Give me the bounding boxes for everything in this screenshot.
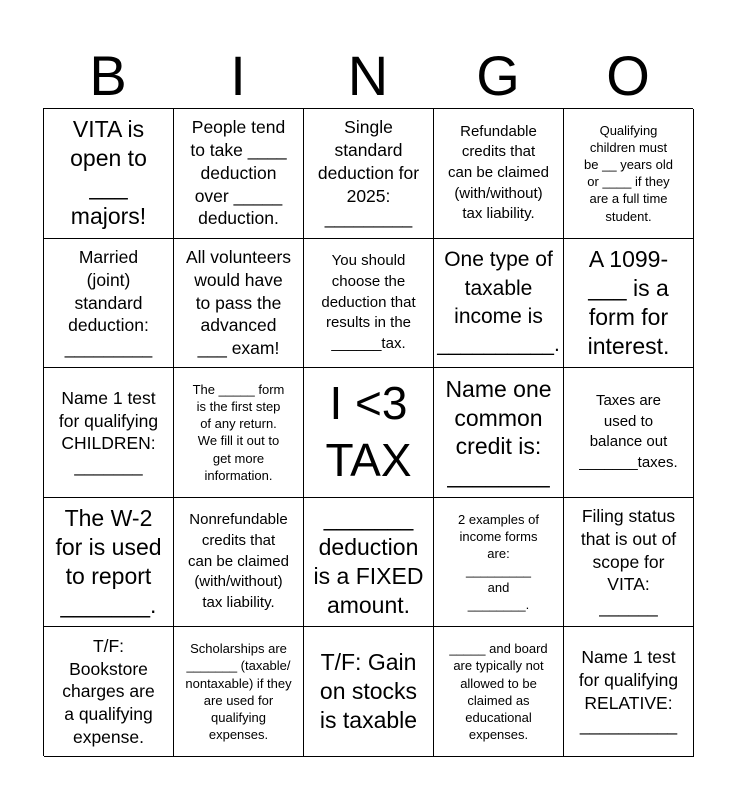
bingo-cell-r3c4[interactable]: Name one common credit is: ________ [434, 368, 564, 498]
bingo-cell-r1c4[interactable]: Refundable credits that can be claimed (with/without) tax liability. [434, 109, 564, 239]
bingo-cell-r5c2[interactable]: Scholarships are _______ (taxable/ nontaxable) if they are used for qualifying expenses. [174, 627, 304, 757]
header-letter-n: N [347, 44, 389, 107]
bingo-cell-r1c2[interactable]: People tend to take ____ deduction over _____ deduction. [174, 109, 304, 239]
bingo-cell-r5c1[interactable]: T/F: Bookstore charges are a qualifying expense. [44, 627, 174, 757]
bingo-cell-r3c5[interactable]: Taxes are used to balance out _______taxes. [564, 368, 694, 498]
bingo-cell-r2c2[interactable]: All volunteers would have to pass the advanced ___ exam! [174, 239, 304, 369]
bingo-cell-r2c4[interactable]: One type of taxable income is __________. [434, 239, 564, 369]
header-letter-g: G [476, 44, 520, 107]
bingo-cell-r2c3[interactable]: You should choose the deduction that results in the ______tax. [304, 239, 434, 369]
bingo-cell-r4c1[interactable]: The W-2 for is used to report _______. [44, 498, 174, 628]
bingo-free-space[interactable]: I <3 TAX [304, 368, 434, 498]
bingo-cell-r1c3[interactable]: Single standard deduction for 2025: _________ [304, 109, 434, 239]
bingo-cell-r4c4[interactable]: 2 examples of income forms are: _________ and ________. [434, 498, 564, 628]
bingo-cell-r2c1[interactable]: Married (joint) standard deduction: _________ [44, 239, 174, 369]
bingo-board [43, 108, 693, 756]
bingo-cell-r4c2[interactable]: Nonrefundable credits that can be claimed (with/without) tax liability. [174, 498, 304, 628]
bingo-cell-r3c1[interactable]: Name 1 test for qualifying CHILDREN: _______ [44, 368, 174, 498]
bingo-cell-r4c3[interactable]: _______ deduction is a FIXED amount. [304, 498, 434, 628]
bingo-cell-r5c3[interactable]: T/F: Gain on stocks is taxable [304, 627, 434, 757]
bingo-cell-r5c4[interactable]: _____ and board are typically not allowed to be claimed as educational expenses. [434, 627, 564, 757]
bingo-cell-r3c2[interactable]: The _____ form is the first step of any return. We fill it out to get more information. [174, 368, 304, 498]
bingo-header [43, 44, 693, 108]
bingo-cell-r1c1[interactable]: VITA is open to ___ majors! [44, 109, 174, 239]
bingo-cell-r2c5[interactable]: A 1099- ___ is a form for interest. [564, 239, 694, 369]
header-letter-o: O [606, 44, 650, 107]
header-letter-b: B [89, 44, 127, 107]
bingo-cell-r5c5[interactable]: Name 1 test for qualifying RELATIVE: __________ [564, 627, 694, 757]
bingo-cell-r1c5[interactable]: Qualifying children must be __ years old or ____ if they are a full time student. [564, 109, 694, 239]
bingo-cell-r4c5[interactable]: Filing status that is out of scope for VITA: ______ [564, 498, 694, 628]
header-letter-i: I [230, 44, 246, 107]
